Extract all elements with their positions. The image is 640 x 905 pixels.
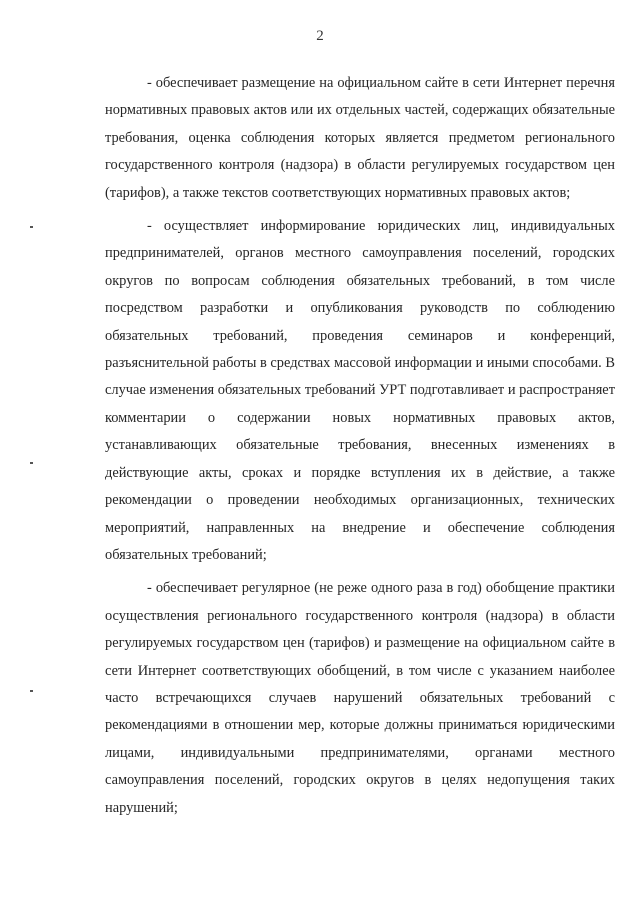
paragraph-informing: - осуществляет информирование юридических лиц, индивидуальных предпринимателей, органов местного самоуправления поселений, городских округов по вопросам соблюдения обязательных требований, в том числе посредством разработки и опубликования руководств по соблюдению обязательных требований, проведения семинаров и конференций, разъяснительной работы в средствах массовой информации и иными способами. В случае изменения обязательных требований УРТ подготавливает и распространяет комментарии о содержании новых нормативных правовых актов, устанавливающих обязательные требования, внесенных изменениях в действующие акты, сроках и порядке вступления их в действие, а также рекомендации о проведении необходимых организационных, технических мероприятий, направленных на внедрение и обеспечение соблюдения обязательных требований;: [105, 218, 615, 563]
margin-mark: [30, 462, 33, 464]
paragraph-publication: - обеспечивает размещение на официальном сайте в сети Интернет перечня нормативных правовых актов или их отдельных частей, содержащих обязательные требования, оценка соблюдения которых является предметом регионального государственного контроля (надзора) в области регулируемых государством цен (тарифов), а также текстов соответствующих нормативных правовых актов;: [105, 75, 615, 201]
paragraph-generalization: - обеспечивает регулярное (не реже одного раза в год) обобщение практики осуществления регионального государственного контроля (надзора) в области регулируемых государством цен (тарифов) и размещение на официальном сайте в сети Интернет соответствующих обобщений, в том числе с указанием наиболее часто встречающихся случаев нарушений обязательных требований с рекомендациями в отношении мер, которые должны приниматься юридическими лицами, индивидуальными предпринимателями, органами местного самоуправления поселений, городских округов в целях недопущения таких нарушений;: [105, 580, 615, 816]
margin-mark: [30, 226, 33, 228]
document-body: [105, 70, 615, 828]
margin-mark: [30, 690, 33, 692]
page-number: 2: [316, 28, 324, 44]
